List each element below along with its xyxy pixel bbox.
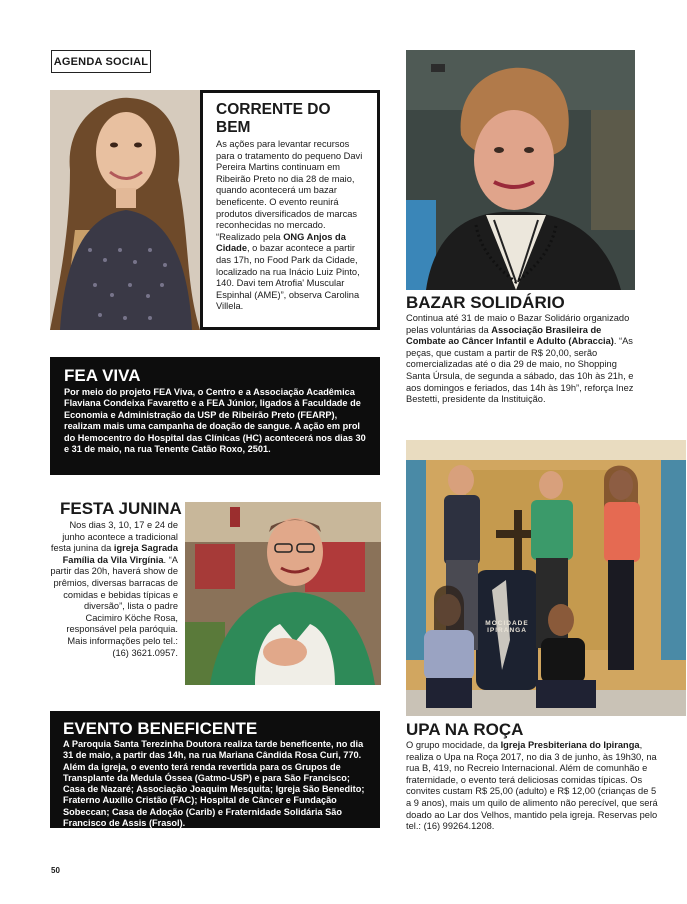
corrente-title: CORRENTE DO BEM [216,101,331,136]
bazar-title: BAZAR SOLIDÁRIO [406,293,565,312]
evento-box [50,711,380,828]
drum-label: MOCIDADE IPIRANGA [485,620,529,634]
fea-box [50,357,380,475]
fea-text: Por meio do projeto FEA Viva, o Centro e a Associação Acadêmica Flaviana Condeixa Favaretto e a FEA Júnior, ligados à Faculdade de Economia e Administração da USP de Ribeirão Preto (FEARP), realizam mais uma campanha de doação de sangue. A ação em prol do Hemocentro do Hospital das Clínicas (HC) acontecerá nos dias 30 e 31 de maio, na rua Tenente Catão Roxo, 2501. [64,387,366,455]
bazar-photo [406,50,635,290]
festa-photo [185,502,381,685]
bazar-text: Continua até 31 de maio o Bazar Solidário organizado pelas voluntárias da Associação Brasileira de Combate ao Câncer Infantil e Adulto (Abraccia). “As peças, que custam a partir de R$ 20,00, serão comercializadas até o dia 29 de maio, no Shopping Santa Úrsula, de segunda a sábado, das 10h às 21h, e aos domingos e feriados, das 14h às 19h”, reforça Inez Bestetti, presidente da Instituição. [406,313,634,405]
section-tag: AGENDA SOCIAL [51,50,151,73]
corrente-photo [50,90,200,330]
upa-title: UPA NA ROÇA [406,720,524,739]
corrente-text: As ações para levantar recursos para o tratamento do pequeno Davi Pereira Martins continuam em Ribeirão Preto no dia 28 de maio, quando acontecerá um bazar beneficente. O evento reunirá produtos diversificados de marcas reconhecidas no mercado. “Realizado pela ONG Anjos da Cidade, o bazar acontece a partir das 17h, no Food Park da Cidade, localizado na rua Inácio Luiz Pinto, 140. Davi tem Atrofia' Muscular Espinhal (AME)”, observa Carolina Villela. [216,139,363,312]
evento-title: EVENTO BENEFICENTE [63,719,258,738]
evento-text: A Paroquia Santa Terezinha Doutora realiza tarde beneficente, no dia 31 de maio, a partir das 14h, na rua Mariana Cândida Rosa Curi, 770. Além da igreja, o evento terá renda revertida para os Grupos de Transplante da Medula Óssea (Gatmo-USP) e para São Francisco; Casa de Nazaré; Associação Joaquim Mesquita; Igreja São Benedito; Fraterno Auxílio Cristão (FAC); Hospital de Câncer e Fundação Sobeccan; Casa de Adoção (Carib) e Fraternidade Solidária São Francisco de Assis (Frasol). [63,739,365,829]
festa-text: Nos dias 3, 10, 17 e 24 de junho acontece a tradicional festa junina da igreja Sagrada Família da Vila Virgínia. “A partir das 20h, haverá show de prêmios, diversas barracas de comidas e bebidas típicas e diversão”, lista o padre Cacimiro Köche Rosa, responsável pela paróquia. Mais informações pelo tel.: (16) 3621.0957. [50,520,178,658]
fea-title: FEA VIVA [64,366,141,385]
corrente-box [200,90,380,330]
page-number: 50 [51,866,60,875]
upa-photo [406,440,686,716]
festa-title: FESTA JUNINA [60,499,182,518]
upa-text: O grupo mocidade, da Igreja Presbiteriana do Ipiranga, realiza o Upa na Roça 2017, no dia 3 de junho, às 19h30, na rua B, 419, no Recreio Internacional. Além de comunhão e fraternidade, o evento terá deliciosas comidas típicas. Os convites custam R$ 25,00 (adulto) e R$ 12,00 (crianças de 5 a 9 anos), mais um quilo de alimento não perecível, que será doado ao Lar dos Velhos, mantido pela igreja. Reservas pelo tel.: (16) 99264.1208. [406,740,658,832]
